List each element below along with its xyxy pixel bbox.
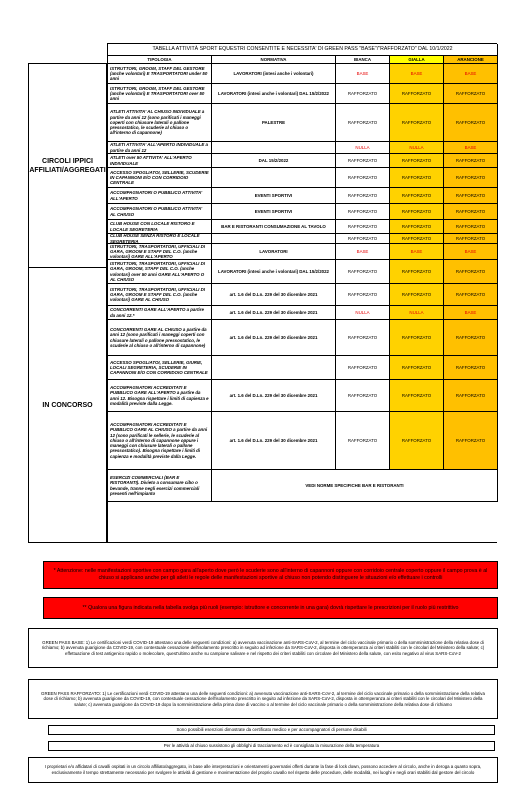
row-bianca: NULLA xyxy=(336,306,390,320)
row-normativa xyxy=(212,142,336,154)
row-normativa xyxy=(212,168,336,188)
row-bianca: RAFFORZATO xyxy=(336,84,390,104)
row-arancione: RAFFORZATO xyxy=(444,188,498,204)
row-tipologia: CLUB HOUSE CON LOCALE RISTORO E LOCALE SEGRETERIA xyxy=(108,220,212,234)
row-gialla: RAFFORZATO xyxy=(390,356,444,380)
row-normativa: LAVORATORI xyxy=(212,244,336,260)
row-gialla: RAFFORZATO xyxy=(390,412,444,470)
row-gialla: NULLA xyxy=(390,306,444,320)
header-arancione: ARANCIONE xyxy=(444,56,498,64)
row-arancione: RAFFORZATO xyxy=(444,154,498,168)
row-normativa: LAVORATORI (intesi anche i volontari) DAL 15/2/2022 xyxy=(212,260,336,284)
row-normativa: DAL 15/2/2022 xyxy=(212,154,336,168)
row-normativa xyxy=(212,234,336,244)
row-normativa xyxy=(212,356,336,380)
row-tipologia: CLUB HOUSE SENZA RISTORO E LOCALE SEGRETERIA xyxy=(108,234,212,244)
row-gialla: RAFFORZATO xyxy=(390,284,444,306)
row-arancione: RAFFORZATO xyxy=(444,220,498,234)
row-gialla: BASE xyxy=(390,64,444,84)
header-tipologia: TIPOLOGIA xyxy=(108,56,212,64)
row-gialla: RAFFORZATO xyxy=(390,234,444,244)
row-tipologia: ATLETI ATTIVITA' AL CHIUSO INDIVIDUALE a partire da anni 12 (sono parificati i maneggi coperti con chiusure laterali o pallone pressostatico, le scuderie al chiuso o all'interno di capannone) xyxy=(108,104,212,142)
row-bianca: BASE xyxy=(336,244,390,260)
row-bianca: BASE xyxy=(336,64,390,84)
row-normativa: art. 1.6 del D.Ln. 229 del 30 dicembre 2021 xyxy=(212,320,336,356)
row-tipologia: ISTRUTTORI, TRASPORTATORI, UFFICIALI DI GARA, GROOM E STAFF DEL C.O. (anche volontari) GARE AL CHIUSO xyxy=(108,284,212,306)
row-arancione: BASE xyxy=(444,244,498,260)
row-arancione: RAFFORZATO xyxy=(444,380,498,412)
green-pass-base: GREEN PASS BASE: 1) Le certificazioni verdi COVID-19 attestano una delle seguenti condizioni: a) avvenuta vaccinazione anti-SARS-CoV-2, al termine del ciclo vaccinale primario o della somministrazione della relativa dose di richiamo; b) avvenuta guarigione da COVID-19, con contestuale cessazione dell'isolamento prescritto in seguito ad infezione da SARS-CoV-2, disposta in ottemperanza ai criteri stabiliti con le circolari del Ministero della salute; c) effettuazione di test antigenico rapido o molecolare, quest'ultimo anche su campione salivare e nel rispetto dei criteri stabiliti con circolare del Ministero della salute, con esito negativo al virus SARS-CoV-2 xyxy=(28,628,498,668)
row-bianca: RAFFORZATO xyxy=(336,168,390,188)
row-tipologia: ISTRUTTORI, TRASPORTATORI, UFFICIALI DI GARA, GROOM, STAFF DEL C.O. (anche volontari) over 50 anni GARE ALL'APERTO O AL CHIUSO xyxy=(108,260,212,284)
row-tipologia: CONCORRENTI GARE ALL'APERTO a partire da anni 12.* xyxy=(108,306,212,320)
note-attenzione: * Attenzione: nelle manifestazioni sportive con campo gara all'aperto dove però le scuderie sono all'interno di capannoni oppure con corridoio centrale coperto oppure il campo prova è al chiuso si applicano anche per gli atleti le regole delle manifestazioni sportive al chiuso non potendo distinguere le situazioni e/o effettuare i controlli xyxy=(43,561,498,589)
row-gialla: RAFFORZATO xyxy=(390,84,444,104)
row-bianca: RAFFORZATO xyxy=(336,104,390,142)
row-gialla: RAFFORZATO xyxy=(390,168,444,188)
row-arancione: RAFFORZATO xyxy=(444,284,498,306)
row-tipologia: ESERCIZI COMMERCIALI (BAR E RISTORANTI). Divieto a consumare cibo o bevande, tranne negli esercizi commerciali presenti nell'impianto xyxy=(108,470,212,502)
row-gialla: BASE xyxy=(390,244,444,260)
row-normativa: art. 1.6 del D.Ln. 229 del 30 dicembre 2021 xyxy=(212,412,336,470)
row-gialla: RAFFORZATO xyxy=(390,204,444,220)
header-normativa: NORMATIVA xyxy=(212,56,336,64)
row-tipologia: ATLETI ATTIVITA' ALL'APERTO INDIVIDUALE a partire da anni 12 xyxy=(108,142,212,154)
row-gialla: RAFFORZATO xyxy=(390,260,444,284)
row-gialla: RAFFORZATO xyxy=(390,220,444,234)
row-arancione: RAFFORZATO xyxy=(444,84,498,104)
row-bianca: RAFFORZATO xyxy=(336,284,390,306)
row-normativa: art. 1.6 del D.Ln. 229 del 30 dicembre 2021 xyxy=(212,284,336,306)
row-gialla: RAFFORZATO xyxy=(390,320,444,356)
row-tipologia: CONCORRENTI GARE AL CHIUSO a partire da anni 12 (sono parificati i maneggi coperti con chiusure laterali o pallone pressostatico, le scuderie al chiuso o all'interno di capannone) xyxy=(108,320,212,356)
main-table xyxy=(107,43,497,543)
row-tipologia: ACCOMPAGNATORI O PUBBLICO ATTIVITA' AL CHIUSO xyxy=(108,204,212,220)
row-bianca: RAFFORZATO xyxy=(336,412,390,470)
row-gialla: RAFFORZATO xyxy=(390,154,444,168)
row-arancione: RAFFORZATO xyxy=(444,320,498,356)
row-bianca: RAFFORZATO xyxy=(336,188,390,204)
row-bianca: RAFFORZATO xyxy=(336,220,390,234)
row-bianca: RAFFORZATO xyxy=(336,356,390,380)
row-arancione: RAFFORZATO xyxy=(444,204,498,220)
row-tipologia: ACCOMPAGNATORI ACCREDITATI E PUBBLICO GARE AL CHIUSO a partire da anni 12 (sono parificati le sellerie, le scuderie al chiuso o all'interno di capannone oppure i maneggi con chiusure laterali o pallone pressostatico). Bisogna rispettare i limiti di capienza e modalità previste dalla Legge. xyxy=(108,412,212,470)
owners-note: I proprietari e/o affidatari di cavalli ospitati in un circolo affiliato/aggregato, in base alle interpretazioni e orientamenti governativi offerti durante la fase di lock down, possono accedere al circolo, anche in deroga a quanto sopra, esclusivamente il tempo strettamente necessario per svolgere le attività di gestione e movimentazione del proprio cavallo nel rispetto delle procedure, delle modalità, nei luoghi e negli orari stabiliti dal gestore del circolo xyxy=(28,757,498,783)
row-arancione: BASE xyxy=(444,142,498,154)
tracking-note: Per le attività al chiuso sussistono gli obblighi di tracciamento ed è consigliata la misurazione della temperatura xyxy=(48,741,495,751)
row-bianca: RAFFORZATO xyxy=(336,260,390,284)
row-bianca: RAFFORZATO xyxy=(336,154,390,168)
row-normativa: VEDI NORME SPECIFICHE BAR E RISTORANTI xyxy=(212,470,498,502)
row-bianca: NULLA xyxy=(336,142,390,154)
row-bianca: RAFFORZATO xyxy=(336,320,390,356)
exemptions-note: Sono possibili esenzioni dimostrate da certificato medico e per accompagnatori di persone disabili xyxy=(48,725,495,735)
row-normativa: LAVORATORI (intesi anche i volontari) xyxy=(212,64,336,84)
row-normativa: BAR E RISTORANTI CONSUMAZIONE AL TAVOLO xyxy=(212,220,336,234)
row-gialla: RAFFORZATO xyxy=(390,380,444,412)
row-bianca: RAFFORZATO xyxy=(336,380,390,412)
note-ruoli: ** Qualora una figura indicata nella tabella svolga più ruoli (esempio: istruttore e concorrente in una gara) dovrà rispettare le prescrizioni per il ruolo più restrittivo xyxy=(43,597,498,619)
row-arancione: RAFFORZATO xyxy=(444,356,498,380)
row-tipologia: ATLETI over 50 ATTIVITA' ALL'APERTO INDIVIDUALE xyxy=(108,154,212,168)
row-normativa: EVENTI SPORTIVI xyxy=(212,204,336,220)
green-pass-rafforzato: GREEN PASS RAFFORZATO: 1) Le certificazioni verdi COVID-19 attestano una delle seguenti condizioni: a) avvenuta vaccinazione anti-SARS-CoV-2, al termine del ciclo vaccinale primario o della somministrazione della relativa dose di richiamo; b) avvenuta guarigione da COVID-19, con contestuale cessazione dell'isolamento prescritto in seguito ad infezione da SARS-CoV-2, disposta in ottemperanza ai criteri stabiliti con le circolari del Ministero della salute; c) avvenuta guarigione da COVID-19 dopo la somministrazione della prima dose di vaccino o al termine del ciclo vaccinale primario o della somministrazione della relativa dose di richiamo xyxy=(28,679,498,719)
row-tipologia: ACCOMPAGNATORI ACCREDITATI E PUBBLICO GARE ALL'APERTO a partire da anni 12. Bisogna rispettare i limiti di capienza e modalità previste dalla Legge. xyxy=(108,380,212,412)
row-arancione: RAFFORZATO xyxy=(444,104,498,142)
row-tipologia: ISTRUTTORI, GROOM, STAFF DEL GESTORE (anche volontari) E TRASPORTATORI under 50 anni xyxy=(108,64,212,84)
row-bianca: RAFFORZATO xyxy=(336,204,390,220)
row-tipologia: ACCESSO SPOGLIATOI, SELLERIE, GIURIE, LOCALI SEGRETERIA, SCUDERIE IN CAPANNONI E/O CON CORRIDOIO CENTRALE xyxy=(108,356,212,380)
group-label-circoli: CIRCOLI IPPICI AFFILIATI/AGGREGATI xyxy=(28,63,107,268)
table-title: TABELLA ATTIVITÀ SPORT EQUESTRI CONSENTITE E NECESSITA' DI GREEN PASS "BASE"/"RAFFORZATO" DAL 10/1/2022 xyxy=(108,44,498,56)
row-tipologia: ACCESSO SPOGLIATOI, SELLERIE, SCUDERIE IN CAPANNONI E/O CON CORRIDOIO CENTRALE xyxy=(108,168,212,188)
row-arancione: RAFFORZATO xyxy=(444,260,498,284)
row-tipologia: ACCOMPAGNATORI O PUBBLICO ATTIVITA' ALL'APERTO xyxy=(108,188,212,204)
group-label-concorso: IN CONCORSO xyxy=(28,268,107,543)
row-arancione: BASE xyxy=(444,64,498,84)
row-bianca: RAFFORZATO xyxy=(336,234,390,244)
row-gialla: RAFFORZATO xyxy=(390,188,444,204)
row-normativa: PALESTRE xyxy=(212,104,336,142)
row-normativa: art. 1.6 del D.Ln. 229 del 30 dicembre 2021 xyxy=(212,306,336,320)
row-tipologia: ISTRUTTORI, TRASPORTATORI, UFFICIALI DI GARA, GROOM E STAFF DEL C.O. (anche volontari) GARE ALL'APERTO xyxy=(108,244,212,260)
row-arancione: BASE xyxy=(444,306,498,320)
row-gialla: NULLA xyxy=(390,142,444,154)
row-gialla: RAFFORZATO xyxy=(390,104,444,142)
row-normativa: LAVORATORI (intesi anche i volontari) DAL 15/2/2022 xyxy=(212,84,336,104)
header-bianca: BIANCA xyxy=(336,56,390,64)
row-arancione: RAFFORZATO xyxy=(444,168,498,188)
row-arancione: RAFFORZATO xyxy=(444,412,498,470)
row-normativa: art. 1.6 del D.Ln. 229 del 30 dicembre 2021 xyxy=(212,380,336,412)
row-normativa: EVENTI SPORTIVI xyxy=(212,188,336,204)
header-gialla: GIALLA xyxy=(390,56,444,64)
row-tipologia: ISTRUTTORI, GROOM, STAFF DEL GESTORE (anche volontari) E TRASPORTATORI over 50 anni xyxy=(108,84,212,104)
row-arancione: RAFFORZATO xyxy=(444,234,498,244)
